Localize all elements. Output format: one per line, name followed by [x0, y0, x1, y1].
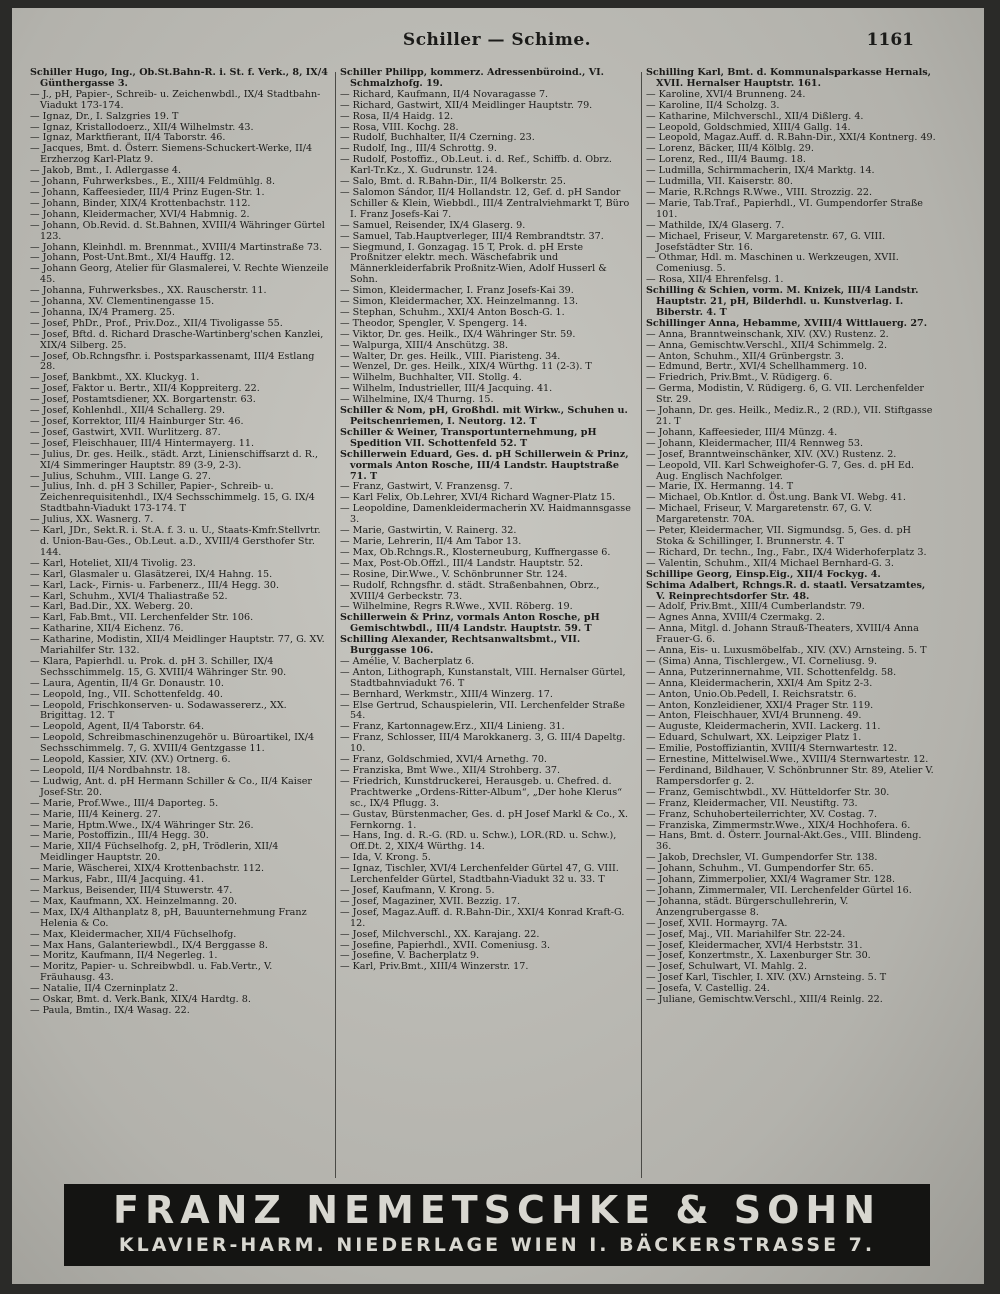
directory-entry: — Ignaz, Marktfierant, II/4 Taborstr. 46. [30, 132, 226, 144]
directory-entry: — Franz, Goldschmied, XVI/4 Arnethg. 70. [340, 754, 547, 766]
directory-entry: — Leopold, Frischkonserven- u. Sodawassererz., XX. Brigittag. 12. T [30, 699, 287, 722]
directory-entry: — Max, Kleidermacher, XII/4 Füchselhofg. [30, 928, 237, 940]
directory-entry: — Josef Karl, Tischler, I. XIV. (XV.) Arnsteing. 5. T [646, 972, 887, 984]
directory-entry: — Johann, Zimmermaler, VII. Lerchenfelder Gürtel 16. [646, 884, 912, 896]
directory-entry: — Josef, Ob.Rchngsfhr. i. Postsparkassenamt, III/4 Estlang 28. [30, 350, 315, 373]
directory-entry: — Eduard, Schulwart, XX. Leipziger Platz 1. [646, 732, 862, 744]
directory-entry: — Katharine, Milchverschl., XII/4 Dißlerg. 4. [646, 110, 864, 122]
directory-entry: — Mathilde, IX/4 Glaserg. 7. [646, 219, 785, 231]
directory-page [12, 8, 984, 1284]
directory-entry: — Josefine, Papierhdl., XVII. Comeniusg. 3. [340, 939, 551, 951]
directory-entry: — Johann, Zimmerpolier, XXI/4 Wagramer Str. 128. [646, 874, 896, 886]
directory-entry: — Leopold, Schreibmaschinenzugehör u. Büroartikel, IX/4 Sechsschimmelg. 7, G. XVIII/4 Gentzgasse 11. [30, 732, 315, 755]
directory-entry: — Juliane, Gemischtw.Verschl., XIII/4 Reinlg. 22. [646, 994, 883, 1006]
directory-entry: — Leopoldine, Damenkleidermacherin XV. Haidmannsgasse 3. [340, 503, 631, 526]
directory-entry: — Leopold, II/4 Nordbahnstr. 18. [30, 765, 191, 776]
directory-entry: — Karl, Hoteliet, XII/4 Tivolig. 23. [30, 557, 196, 569]
directory-entry: — Marie, IX. Hermanng. 14. T [646, 481, 794, 493]
directory-entry: — Marie, Lehrerin, II/4 Am Tabor 13. [340, 535, 522, 547]
directory-entry: — Leopold, Magaz.Auff. d. R.Bahn-Dir., XXI/4 Kontnerg. 49. [646, 132, 936, 144]
directory-entry: — Rudolf, Postoffiz., Ob.Leut. i. d. Ref., Schiffb. d. Obrz. Karl-Tr.Kz., X. Gudrunstr. 124. [340, 154, 612, 177]
directory-entry: — Ernestine, Mittelwisel.Wwe., XVIII/4 Sternwartestr. 12. [646, 754, 929, 766]
directory-entry: — Johann, Kaffeesieder, III/4 Prinz Eugen-Str. 1. [30, 186, 265, 198]
directory-entry: — Anna, Eis- u. Luxusmöbelfab., XIV. (XV.) Arnsteing. 5. T [646, 645, 927, 657]
directory-entry: — Ludmilla, Schirmmacherin, IX/4 Marktg. 14. [646, 165, 875, 177]
directory-entry: — Leopold, VII. Karl Schweighofer-G. 7, Ges. d. pH Ed. Aug. Englisch Nachfolger. [646, 459, 915, 482]
directory-entry: — Jakob, Drechsler, VI. Gumpendorfer Str. 138. [646, 852, 878, 864]
directory-entry: — Ferdinand, Bildhauer, V. Schönbrunner Str. 89, Atelier V. Rampersdorfer g. 2. [646, 765, 934, 787]
directory-entry: — Johann, Kaffeesieder, III/4 Münzg. 4. [646, 426, 838, 438]
directory-entry: — Rosa, XII/4 Ehrenfelsg. 1. [646, 274, 784, 286]
directory-entry: — Karl Felix, Ob.Lehrer, XVI/4 Richard Wagner-Platz 15. [340, 492, 616, 504]
directory-entry: — Karl, Glasmaler u. Glasätzerei, IX/4 Hahng. 15. [30, 568, 273, 580]
directory-entry: — Julius, Schuhm., VIII. Lange G. 27. [30, 470, 211, 482]
directory-entry: — Josef, Branntweinschänker, XIV. (XV.) Rustenz. 2. [646, 448, 897, 460]
directory-entry: — Adolf, Priv.Bmt., XIII/4 Cumberlandstr. 79. [646, 601, 865, 613]
directory-entry: — Marie, Hptm.Wwe., IX/4 Währinger Str. 26. [30, 819, 254, 831]
directory-entry: — Michael, Ob.Kntlor. d. Öst.ung. Bank VI. Webg. 41. [646, 492, 906, 504]
directory-entry: Schilling Karl, Bmt. d. Kommunalsparkasse Hernals, XVII. Hernalser Hauptstr. 161. [646, 67, 931, 89]
directory-entry: — Simon, Kleidermacher, I. Franz Josefs-Kai 39. [340, 285, 574, 297]
directory-entry: — Josef, Fleischhauer, III/4 Hintermayerg. 11. [30, 437, 254, 449]
directory-entry: — Jacques, Bmt. d. Österr. Siemens-Schuckert-Werke, II/4 Erzherzog Karl-Platz 9. [30, 143, 313, 166]
directory-entry: — Salomon Sándor, II/4 Hollandstr. 12, Gef. d. pH Sandor Schiller & Klein, Wiebbdl., III/4 Zentralviehmarkt T, Büro I. Franz Josefs-Kai 7. [340, 186, 630, 220]
directory-entry: — Karl, JDr., Sekt.R. i. St.A. f. 3. u. U., Staats-Kmfr.Stellvrtr. d. Union-Bau-Ges., Ob.Leut. a.D., XVIII/4 Gersthofer Str. 144. [30, 525, 321, 558]
directory-entry: — Josef, PhDr., Prof., Priv.Doz., XII/4 Tivoligasse 55. [30, 317, 283, 329]
directory-entry: — Johann, Post-Unt.Bmt., XI/4 Hauffg. 12. [30, 252, 235, 264]
directory-entry: — Ignaz, Kristallodoerz., XII/4 Wilhelmstr. 43. [30, 121, 254, 133]
directory-entry: — Johann, Kleinhdl. m. Brennmat., XVIII/4 Martinstraße 73. [30, 241, 323, 253]
directory-entry: — Moritz, Papier- u. Schreibwbdl. u. Fab.Vertr., V. Fräuhausg. 43. [30, 961, 273, 984]
directory-entry: — Julius, Dr. ges. Heilk., städt. Arzt, Linienschiffsarzt d. R., XI/4 Simmeringer Hauptstr. 89 (3-9, 2-3). [30, 448, 319, 471]
directory-entry: — Oskar, Bmt. d. Verk.Bank, XIX/4 Hardtg. 8. [30, 994, 251, 1006]
directory-entry: — Marie, Wäscherei, XIX/4 Krottenbachstr. 112. [30, 863, 265, 875]
column-middle [340, 68, 636, 1180]
directory-entry: Schiller Hugo, Ing., Ob.St.Bahn-R. i. St. f. Verk., 8, IX/4 Günthergasse 3. [30, 67, 328, 89]
directory-entry: — Josef, Korrektor, III/4 Hainburger Str. 46. [30, 416, 244, 427]
directory-entry: — Marie, Postoffizin., III/4 Hegg. 30. [30, 830, 209, 842]
directory-entry: — Rudolf, Buchhalter, II/4 Czerning. 23. [340, 132, 535, 144]
directory-entry: — Ignaz, Tischler, XVI/4 Lerchenfelder Gürtel 47, G. VIII. Lerchenfelder Gürtel, Stadtbahn-Viadukt 32 u. 33. T [340, 863, 619, 886]
directory-entry: — Johann, Binder, XIX/4 Krottenbachstr. 112. [30, 197, 251, 209]
directory-entry: — Katharine, Modistin, XII/4 Meidlinger Hauptstr. 77, G. XV. Mariahilfer Str. 132. [30, 634, 325, 657]
directory-entry: — Anton, Fleischhauer, XVI/4 Brunneng. 49. [646, 710, 862, 722]
directory-entry: Schima Adalbert, Rchngs.R. d. staatl. Versatzamtes, V. Reinprechtsdorfer Str. 48. [646, 579, 926, 602]
directory-entry: — Rosa, VIII. Kochg. 28. [340, 121, 459, 133]
directory-entry: — Franz, Schuhoberteilerrichter, XV. Costag. 7. [646, 808, 878, 820]
directory-entry: — Lorenz, Bäcker, III/4 Kölblg. 29. [646, 143, 814, 155]
directory-entry: — Theodor, Spengler, V. Spengerg. 14. [340, 317, 528, 329]
directory-entry: — Katharine, XII/4 Eichenz. 76. [30, 623, 184, 635]
directory-entry: — Wenzel, Dr. ges. Heilk., XIX/4 Würthg. 11 (2-3). T [340, 361, 592, 373]
directory-entry: — (Sima) Anna, Tischlergew., VI. Corneliusg. 9. [646, 655, 878, 667]
directory-entry: — Rudolf, Rchngsfhr. d. städt. Straßenbahnen, Obrz., XVIII/4 Gerbeckstr. 73. [340, 579, 600, 602]
directory-entry: — Karoline, II/4 Scholzg. 3. [646, 99, 780, 111]
directory-entry: — Josef, Milchverschl., XX. Karajang. 22. [340, 928, 540, 940]
directory-entry: — Max Hans, Galanteriewbdl., IX/4 Berggasse 8. [30, 939, 268, 951]
directory-entry: — Josef, Maj., VII. Mariahilfer Str. 22-24. [646, 928, 846, 940]
directory-entry: — Laura, Agentin, II/4 Gr. Donaustr. 10. [30, 677, 224, 689]
directory-entry: — Karl, Fab.Bmt., VII. Lerchenfelder Str. 106. [30, 612, 254, 624]
directory-entry: — Simon, Kleidermacher, XX. Heinzelmanng. 13. [340, 296, 579, 308]
directory-entry: — Josef, XVII. Hormayrg. 7A. [646, 917, 788, 929]
page-number: 1161 [866, 30, 914, 50]
directory-entry: — Josef, Postamtsdiener, XX. Borgartenstr. 63. [30, 394, 256, 406]
directory-entry: — Markus, Beisender, III/4 Stuwerstr. 47. [30, 884, 233, 896]
directory-entry: — Johann, Kleidermacher, III/4 Rennweg 53. [646, 437, 864, 449]
directory-entry: Schillipe Georg, Einsp.Eig., XII/4 Fockyg. 4. [646, 568, 881, 580]
directory-entry: — Johanna, städt. Bürgerschullehrerin, V. Anzengrubergasse 8. [646, 895, 849, 918]
directory-entry: — Franziska, Bmt Wwe., XII/4 Strohberg. 37. [340, 765, 561, 776]
directory-entry: — Max, IX/4 Althanplatz 8, pH, Bauunternehmung Franz Helenia & Co. [30, 906, 307, 929]
directory-entry: — Samuel, Tab.Hauptverleger, III/4 Rembrandtstr. 37. [340, 230, 604, 242]
directory-entry: — Agnes Anna, XVIII/4 Czermakg. 2. [646, 612, 825, 624]
directory-entry: — Anton, Lithograph, Kunstanstalt, VIII. Hernalser Gürtel, Stadtbahnviadukt 76. T [340, 666, 626, 689]
directory-entry: — Ignaz, Dr., I. Salzgries 19. T [30, 110, 179, 122]
directory-entry: — Viktor, Dr. ges. Heilk., IX/4 Währinger Str. 59. [340, 328, 576, 340]
directory-entry: — Othmar, Hdl. m. Maschinen u. Werkzeugen, XVII. Comeniusg. 5. [646, 252, 899, 275]
directory-entry: — J., pH, Papier-, Schreib- u. Zeichenwbdl., IX/4 Stadtbahn-Viadukt 173-174. [30, 88, 321, 111]
directory-entry: Schillerwein Eduard, Ges. d. pH Schillerwein & Prinz, vormals Anton Rosche, III/4 Landstr. Hauptstraße 71. T [340, 448, 629, 482]
directory-entry: — Lorenz, Red., III/4 Baumg. 18. [646, 154, 806, 166]
directory-entry: — Wilhelm, Industrieller, III/4 Jacquing. 41. [340, 383, 553, 395]
directory-entry: — Peter, Kleidermacher, VII. Sigmundsg. 5, Ges. d. pH Stoka & Schillinger, I. Brunnerstr. 4. T [646, 525, 912, 547]
directory-entry: — Ida, V. Krong. 5. [340, 852, 431, 864]
directory-entry: — Stephan, Schuhm., XXI/4 Anton Bosch-G. 1. [340, 306, 565, 318]
directory-entry: — Richard, Dr. techn., Ing., Fabr., IX/4 Widerhoferplatz 3. [646, 546, 927, 558]
directory-entry: — Josefine, V. Bacherplatz 9. [340, 950, 480, 962]
directory-entry: — Franz, Gastwirt, V. Franzensg. 7. [340, 481, 513, 493]
directory-entry: — Marie, Tab.Traf., Papierhdl., VI. Gumpendorfer Straße 101. [646, 197, 923, 220]
directory-entry: — Anna, Putzerinnernahme, VII. Schottenfeldg. 58. [646, 666, 897, 678]
running-head: Schiller — Schime. [402, 30, 592, 50]
directory-entry: — Wilhelm, Buchhalter, VII. Stollg. 4. [340, 372, 522, 384]
directory-entry: — Anton, Unio.Ob.Pedell, I. Reichsratstr. 6. [646, 688, 857, 700]
directory-entry: — Johann, Dr. ges. Heilk., Mediz.R., 2 (RD.), VII. Stiftgasse 21. T [646, 405, 933, 427]
directory-entry: — Leopold, Kassier, XIV. (XV.) Ortnerg. 6. [30, 754, 231, 766]
directory-entry: — Friedrich, Kunstdruckerei, Herausgeb. u. Chefred. d. Prachtwerke „Ordens-Ritter-Album“, „Der hohe Klerus“ sc., IX/4 Pflugg. 3. [340, 775, 623, 809]
directory-entry: — Marie, Gastwirtin, V. Rainerg. 32. [340, 525, 517, 537]
directory-columns [30, 68, 936, 1180]
directory-entry: — Ludwig, Ant. d. pH Hermann Schiller & Co., II/4 Kaiser Josef-Str. 20. [30, 775, 313, 798]
directory-entry: Schilling & Schien, vorm. M. Knizek, III/4 Landstr. Hauptstr. 21, pH, Bilderhdl. u. Kunstverlag. I. Biberstr. 4. T [646, 285, 919, 318]
directory-entry: — Karl, Bad.Dir., XX. Weberg. 20. [30, 601, 194, 613]
directory-entry: — Hans, Ing. d. R.-G. (RD. u. Schw.), LOR.(RD. u. Schw.), Off.Dt. 2, XIX/4 Würthg. 14. [340, 830, 617, 853]
directory-entry: — Marie, R.Rchngs R.Wwe., VIII. Strozzig. 22. [646, 186, 872, 198]
directory-entry: — Anna, Kleidermacherin, XXI/4 Am Spitz 2-3. [646, 677, 873, 689]
directory-entry: — Johann, Ob.Revid. d. St.Bahnen, XVIII/4 Währinger Gürtel 123. [30, 219, 325, 242]
directory-entry: — Josef, Bankbmt., XX. Kluckyg. 1. [30, 372, 200, 384]
directory-entry: — Paula, Bmtin., IX/4 Wasag. 22. [30, 1004, 190, 1016]
directory-entry: — Else Gertrud, Schauspielerin, VII. Lerchenfelder Straße 54. [340, 699, 625, 722]
directory-entry: — Moritz, Kaufmann, II/4 Negerleg. 1. [30, 950, 218, 962]
directory-entry: — Anton, Konzleidiener, XXI/4 Prager Str. 119. [646, 699, 874, 711]
directory-entry: — Franz, Gemischtwbdl., XV. Hütteldorfer Str. 30. [646, 786, 890, 798]
directory-entry: — Josef, Kaufmann, V. Krong. 5. [340, 884, 495, 896]
directory-entry: — Karl, Lack-, Firnis- u. Farbenerz., III/4 Hegg. 30. [30, 579, 279, 591]
directory-entry: — Gustav, Bürstenmacher, Ges. d. pH Josef Markl & Co., X. Fernkorng. 1. [340, 808, 629, 831]
directory-entry: — Josef, Faktor u. Bertr., XII/4 Koppreiterg. 22. [30, 383, 260, 395]
directory-entry: — Josef, Konzertmstr., X. Laxenburger Str. 30. [646, 950, 871, 962]
directory-entry: — Franz, Kleidermacher, VII. Neustiftg. 73. [646, 797, 858, 809]
directory-entry: — Josef, Gastwirt, XVII. Wurlitzerg. 87. [30, 426, 221, 438]
directory-entry: — Josef, Magaziner, XVII. Bezzig. 17. [340, 895, 521, 907]
directory-entry: — Richard, Kaufmann, II/4 Novaragasse 7. [340, 88, 549, 100]
directory-entry: — Johanna, Fuhrwerksbes., XX. Rauscherstr. 11. [30, 285, 267, 297]
directory-entry: — Michael, Friseur, V. Margaretenstr. 67, G. VIII. Josefstädter Str. 16. [646, 230, 886, 253]
directory-entry: — Salo, Bmt. d. R.Bahn-Dir., II/4 Bolkerstr. 25. [340, 176, 566, 188]
directory-entry: — Siegmund, I. Gonzagag. 15 T, Prok. d. pH Erste Proßnitzer elektr. mech. Wäschefabrik und Männerkleiderfabrik Proßnitz-Wien, Adolf Husserl & Sohn. [340, 241, 607, 286]
directory-entry: — Klara, Papierhdl. u. Prok. d. pH 3. Schiller, IX/4 Sechsschimmelg. 15, G. XVIII/4 Währinger Str. 90. [30, 655, 287, 678]
directory-entry: — Josef, Kleidermacher, XVI/4 Herbststr. 31. [646, 939, 863, 951]
directory-entry: — Germa, Modistin, V. Rüdigerg. 6, G. VII. Lerchenfelder Str. 29. [646, 383, 925, 406]
directory-entry: — Josef, Bftd. d. Richard Drasche-Wartinberg'schen Kanzlei, XIX/4 Silberg. 25. [30, 328, 324, 351]
directory-entry: — Leopold, Ing., VII. Schottenfeldg. 40. [30, 688, 223, 700]
directory-entry: — Ludmilla, VII. Kaiserstr. 80. [646, 176, 793, 188]
directory-entry: — Natalie, II/4 Czerninplatz 2. [30, 983, 179, 995]
directory-entry: — Samuel, Reisender, IX/4 Glaserg. 9. [340, 219, 526, 231]
advertisement-banner [64, 1184, 930, 1266]
directory-entry: — Johanna, IX/4 Pramerg. 25. [30, 306, 175, 318]
directory-entry: — Karl, Priv.Bmt., XIII/4 Winzerstr. 17. [340, 961, 529, 973]
directory-entry: — Johann, Kleidermacher, XVI/4 Habmnig. 2. [30, 208, 250, 220]
directory-entry: — Anna, Gemischtw.Verschl., XII/4 Schimmelg. 2. [646, 339, 888, 351]
directory-entry: — Johanna, XV. Clementinengasse 15. [30, 296, 215, 308]
directory-entry: — Bernhard, Werkmstr., XIII/4 Winzerg. 17. [340, 688, 553, 700]
directory-entry: — Auguste, Kleidermacherin, XVII. Lackerg. 11. [646, 721, 881, 733]
directory-entry: — Marie, Prof.Wwe., III/4 Daporteg. 5. [30, 797, 219, 809]
column-left [30, 68, 330, 1180]
directory-entry: — Josefa, V. Castellig. 24. [646, 983, 770, 995]
directory-entry: — Julius, Inh. d. pH 3 Schiller, Papier-, Schreib- u. Zeichenrequisitenhdl., IX/4 Sechsschimmelg. 15, G. IX/4 Stadtbahn-Viadukt 173-174. T [30, 481, 315, 515]
directory-entry: — Amélie, V. Bacherplatz 6. [340, 655, 475, 667]
directory-entry: — Karl, Schuhm., XVI/4 Thaliastraße 52. [30, 590, 228, 602]
directory-entry: — Johann Georg, Atelier für Glasmalerei, V. Rechte Wienzeile 45. [30, 263, 329, 286]
directory-entry: — Marie, III/4 Keinerg. 27. [30, 808, 161, 820]
directory-entry: — Josef, Schulwart, VI. Mahlg. 2. [646, 961, 808, 973]
directory-entry: — Marie, XII/4 Füchselhofg. 2, pH, Trödlerin, XII/4 Meidlinger Hauptstr. 20. [30, 841, 279, 864]
directory-entry: — Wilhelmine, Regrs R.Wwe., XVII. Röberg. 19. [340, 601, 573, 613]
directory-entry: Schillerwein & Prinz, vormals Anton Rosche, pH Gemischtwbdl., III/4 Landstr. Hauptstr. 59. T [340, 612, 600, 635]
directory-entry: — Michael, Friseur, V. Margaretenstr. 67, G. V. Margaretenstr. 70A. [646, 503, 873, 526]
directory-entry: — Johann, Fuhrwerksbes., E., XIII/4 Feldmühlg. 8. [30, 176, 275, 188]
page-header [12, 30, 984, 56]
directory-entry: — Hans, Bmt. d. Österr. Journal-Akt.Ges., VIII. Blindeng. 36. [646, 830, 922, 853]
directory-entry: — Markus, Fabr., III/4 Jacquing. 41. [30, 874, 205, 886]
directory-entry: — Max, Post-Ob.Offzl., III/4 Landstr. Hauptstr. 52. [340, 557, 584, 569]
directory-entry: — Max, Kaufmann, XX. Heinzelmanng. 20. [30, 895, 238, 907]
directory-entry: — Julius, XX. Wasnerg. 7. [30, 514, 154, 526]
directory-entry: — Josef, Magaz.Auff. d. R.Bahn-Dir., XXI/4 Konrad Kraft-G. 12. [340, 906, 625, 929]
directory-entry: Schillinger Anna, Hebamme, XVIII/4 Wittlauerg. 27. [646, 317, 928, 329]
directory-entry: — Franziska, Zimmermstr.Wwe., XIX/4 Hochhofera. 6. [646, 819, 911, 831]
directory-entry: — Franz, Kartonnagew.Erz., XII/4 Linieng. 31. [340, 721, 565, 733]
directory-entry: — Johann, Schuhm., VI. Gumpendorfer Str. 65. [646, 863, 874, 875]
directory-entry: Schiller & Nom, pH, Großhdl. mit Wirkw., Schuhen u. Peitschenriemen, I. Neutorg. 12. T [340, 405, 628, 427]
directory-entry: — Karoline, XVI/4 Brunneng. 24. [646, 88, 806, 100]
advertiser-tagline: KLAVIER-HARM. NIEDERLAGE WIEN I. BÄCKERSTRASSE 7. [118, 1234, 876, 1256]
directory-entry: — Franz, Schlosser, III/4 Marokkanerg. 3, G. III/4 Dapeltg. 10. [340, 732, 626, 755]
directory-entry: — Leopold, Goldschmied, XIII/4 Gallg. 14. [646, 121, 851, 133]
directory-entry: — Anna, Branntweinschank, XIV. (XV.) Rustenz. 2. [646, 328, 889, 340]
directory-entry: — Rosa, II/4 Haidg. 12. [340, 110, 454, 122]
directory-entry: — Rosine, Dir.Wwe., V. Schönbrunner Str. 124. [340, 568, 568, 580]
directory-entry: — Walpurga, XIII/4 Anschützg. 38. [340, 339, 509, 351]
column-right [646, 68, 936, 1180]
directory-entry: — Max, Ob.Rchngs.R., Klosterneuburg, Kuffnergasse 6. [340, 546, 611, 558]
directory-entry: Schiller Philipp, kommerz. Adressenbüroind., VI. Schmalzhofg. 19. [340, 67, 604, 89]
directory-entry: — Anna, Mitgl. d. Johann Strauß-Theaters, XVIII/4 Anna Frauer-G. 6. [646, 623, 919, 646]
directory-entry: — Wilhelmine, IX/4 Thurng. 15. [340, 394, 494, 406]
advertiser-name: FRANZ NEMETSCHKE & SOHN [112, 1188, 881, 1232]
directory-entry: — Josef, Kohlenhdl., XII/4 Schallerg. 29. [30, 405, 226, 417]
directory-entry: — Anton, Schuhm., XII/4 Grünbergstr. 3. [646, 350, 844, 362]
directory-entry: — Edmund, Bertr., XVI/4 Schellhammerg. 10. [646, 361, 868, 373]
directory-entry: — Richard, Gastwirt, XII/4 Meidlinger Hauptstr. 79. [340, 99, 593, 111]
directory-entry: Schiller & Weiner, Transportunternehmung, pH Spedition VII. Schottenfeld 52. T [340, 426, 597, 449]
directory-entry: — Friedrich, Priv.Bmt., V. Rüdigerg. 6. [646, 372, 833, 384]
directory-entry: — Emilie, Postoffiziantin, XVIII/4 Sternwartestr. 12. [646, 743, 898, 755]
directory-entry: — Rudolf, Ing., III/4 Schrottg. 9. [340, 143, 497, 155]
directory-entry: — Leopold, Agent, II/4 Taborstr. 64. [30, 721, 205, 733]
directory-entry: — Valentin, Schuhm., XII/4 Michael Bernhard-G. 3. [646, 557, 894, 569]
directory-entry: Schilling Alexander, Rechtsanwaltsbmt., VII. Burggasse 106. [340, 634, 581, 657]
directory-entry: — Jakob, Bmt., I. Adlergasse 4. [30, 165, 182, 177]
directory-entry: — Walter, Dr. ges. Heilk., VIII. Piaristeng. 34. [340, 350, 561, 362]
